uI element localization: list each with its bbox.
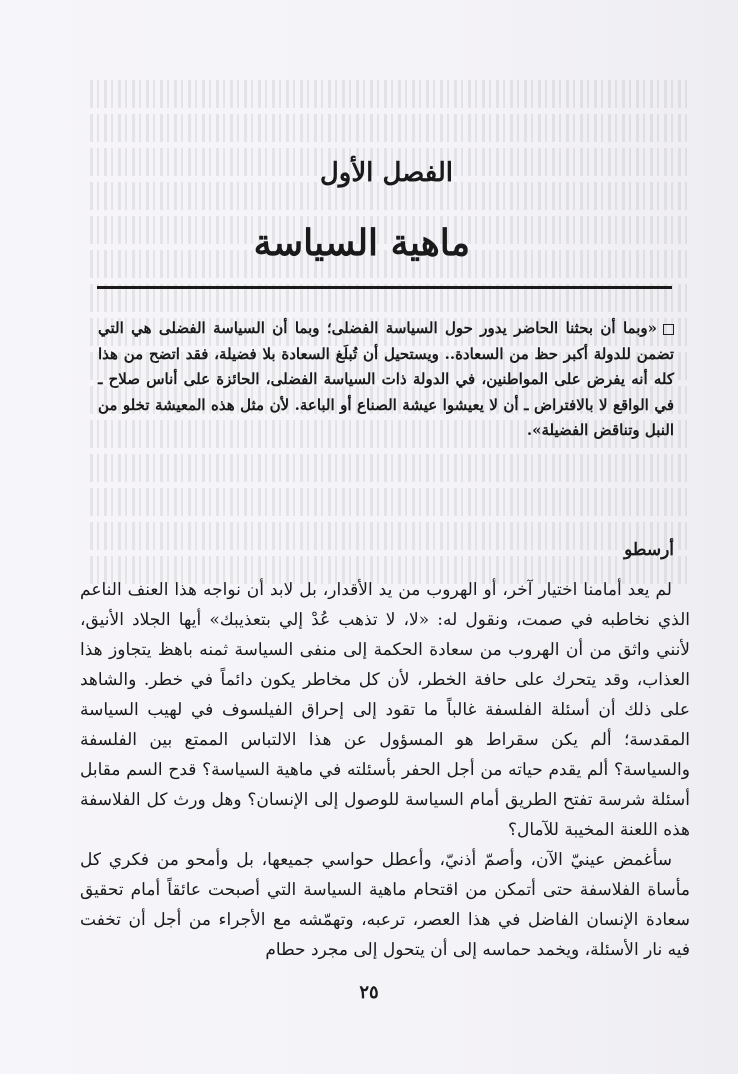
body-text [80, 575, 690, 965]
paragraph: لم يعد أمامنا اختيار آخر، أو الهروب من يد الأقدار، بل لابد أن نواجه هذا العنف الناعم الذي نخاطبه في صمت، ونقول له: «لا، لا تذهب عُدْ إلي بتعذيبك» أيها الجلاد الأنيق، لأنني واثق من أن الهروب من سعادة الحكمة إلى منفى السياسة ثمنه باهظ يتجاوز هذا العذاب، وقد يتحرك على حافة الخطر، لأن كل مخاطر يكون دائماً في خطر. والشاهد على ذلك أن أسئلة الفلسفة غالباً ما تقود إلى إحراق الفيلسوف في لهيب السياسة المقدسة؛ ألم يكن سقراط هو المسؤول عن هذا الالتباس الممتع بين الفلسفة والسياسة؟ ألم يقدم حياته من أجل الحفر بأسئلته في ماهية السياسة؟ قدح السم مقابل أسئلة شرسة تفتح الطريق أمام السياسة للوصول إلى الإنسان؟ وهل ورث كل الفلاسفة هذه اللعنة المخيبة للآمال؟ [80, 580, 690, 840]
epigraph-quote [98, 316, 674, 444]
quote-author: أرسطو [624, 540, 674, 560]
square-bullet-icon [663, 324, 674, 335]
paragraph: سأغمض عينيّ الآن، وأصمّ أذنيّ، وأعطل حواسي جميعها، بل وأمحو من فكري كل مأساة الفلاسفة حتى أتمكن من اقتحام ماهية السياسة التي أصبحت عائقاً أمام تحقيق سعادة الإنسان الفاضل في هذا العصر، ترعبه، وتهمّشه مع الأجراء من أجل أن تخفت فيه نار الأسئلة، ويخمد حماسه إلى أن يتحول إلى مجرد حطام [80, 850, 690, 960]
page-number: ٢٥ [359, 982, 379, 1003]
title-rule [97, 286, 672, 289]
quote-text: «وبما أن بحثنا الحاضر يدور حول السياسة الفضلى؛ وبما أن السياسة الفضلى هي التي تضمن للدولة أكبر حظ من السعادة.. ويستحيل أن تُبلَغ السعادة بلا فضيلة، فقد اتضح من هذا كله أنه يفرض على المواطنين، في الدولة ذات السياسة الفضلى، الحائزة على أناس صلاح ـ في الواقع لا بالافتراض ـ أن لا يعيشوا عيشة الصناع أو الباعة. لأن مثل هذه المعيشة تخلو من النبل وتناقض الفضيلة». [98, 319, 674, 440]
chapter-heading: الفصل الأول [319, 158, 453, 188]
chapter-title: ماهية السياسة [253, 222, 470, 264]
